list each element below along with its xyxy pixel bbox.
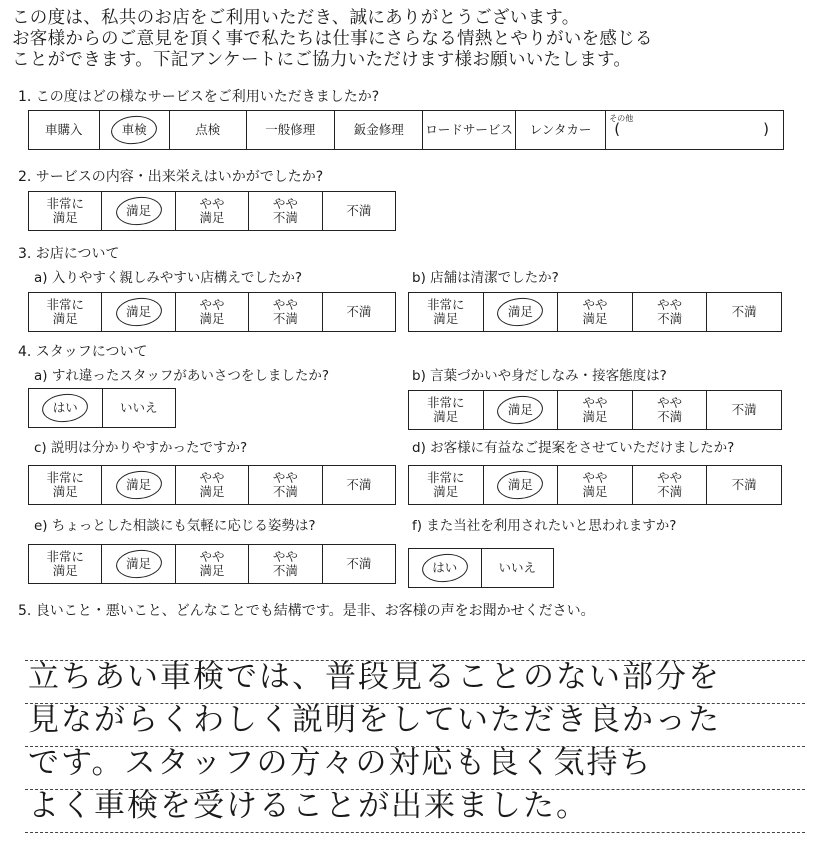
scale-option[interactable]: やや 満足 [558,391,633,429]
q1-other-field[interactable]: その他 ( ) [609,114,770,138]
intro-line: この度は、私共のお店をご利用いただき、誠にありがとうございます。 [12,8,580,28]
scale-option[interactable]: 非常に 満足 [409,293,484,331]
no-option[interactable]: いいえ [498,560,536,575]
scale-option-selected[interactable]: 満足 [102,192,175,230]
scale-option-selected[interactable]: 満足 [484,391,559,429]
q1-option[interactable]: 車購入 [29,111,100,149]
scale-option[interactable]: やや 不満 [633,391,708,429]
q1-option[interactable]: 一般修理 [247,111,335,149]
scale-option[interactable]: 不満 [346,304,372,319]
q2-scale [28,191,396,231]
comment-line-text: 立ちあい車検では、普段見ることのない部分を [28,659,721,695]
q4d-scale [408,465,782,505]
q4f-title: f) また当社を利用されたいと思われますか? [412,518,677,534]
scale-option[interactable]: やや 不満 [633,293,708,331]
scale-option[interactable]: 非常に 満足 [409,391,484,429]
comment-line-text: 見ながらくわしく説明をしていただき良かった [28,702,721,738]
q4d-title: d) お客様に有益なご提案をさせていただけましたか? [412,440,735,456]
scale-option[interactable]: 不満 [346,203,372,218]
intro-text [12,8,802,71]
q4-title: 4. スタッフについて [18,344,148,360]
q4f-yesno [408,548,554,588]
customer-comment [28,656,808,828]
scale-option[interactable]: やや 満足 [176,466,249,504]
q1-option-selected[interactable]: 車検 [100,111,171,149]
scale-option[interactable]: やや 満足 [176,192,249,230]
scale-option[interactable]: 非常に 満足 [29,545,102,583]
q3a-title: a) 入りやすく親しみやすい店構えでしたか? [34,270,302,286]
comment-line-text: よく車検を受けることが出来ました。 [28,788,589,824]
q1-option[interactable]: 点検 [170,111,247,149]
scale-option[interactable]: 非常に 満足 [29,466,102,504]
q4c-title: c) 説明は分かりやすかったですか? [34,440,248,456]
comment-line-text: です。スタッフの方々の対応も良く気持ち [28,745,653,781]
q4b-title: b) 言葉づかいや身だしなみ・接客態度は? [412,368,667,384]
scale-option[interactable]: 不満 [731,477,757,492]
q5-title: 5. 良いこと・悪いこと、どんなことでも結構です。是非、お客様の声をお聞かせください。 [18,603,595,619]
q4b-scale [408,390,782,430]
scale-option-selected[interactable]: 満足 [484,293,559,331]
q1-title: 1. この度はどの様なサービスをご利用いただきましたか? [18,89,380,105]
scale-option[interactable]: 非常に 満足 [409,466,484,504]
scale-option-selected[interactable]: 満足 [102,293,175,331]
scale-option[interactable]: 不満 [731,402,757,417]
scale-option[interactable]: やや 満足 [176,545,249,583]
q2-title: 2. サービスの内容・出来栄えはいかがでしたか? [18,169,324,185]
scale-option[interactable]: やや 満足 [176,293,249,331]
scale-option[interactable]: やや 不満 [249,192,322,230]
scale-option[interactable]: やや 満足 [558,293,633,331]
q4a-yesno [28,388,176,428]
q4e-scale [28,544,396,584]
q1-options [28,110,784,150]
scale-option-selected[interactable]: 満足 [484,466,559,504]
scale-option[interactable]: やや 不満 [249,545,322,583]
intro-line: お客様からのご意見を頂く事で私たちは仕事にさらなる情熱とやりがいを感じる [12,29,653,49]
scale-option[interactable]: 不満 [346,556,372,571]
scale-option[interactable]: やや 満足 [558,466,633,504]
scale-option[interactable]: やや 不満 [633,466,708,504]
scale-option[interactable]: 不満 [731,304,757,319]
scale-option-selected[interactable]: 満足 [102,545,175,583]
comment-rule [25,832,805,833]
intro-line: ことができます。下記アンケートにご協力いただけます様お願いいたします。 [12,50,632,70]
q1-option[interactable]: ロードサービス [423,111,515,149]
scale-option[interactable]: やや 不満 [249,466,322,504]
q1-option[interactable]: 鈑金修理 [335,111,423,149]
scale-option[interactable]: 非常に 満足 [29,293,102,331]
scale-option[interactable]: 不満 [346,477,372,492]
q3b-title: b) 店舗は清潔でしたか? [412,270,559,286]
q3b-scale [408,292,782,332]
yes-option-selected[interactable]: はい [29,389,103,427]
scale-option[interactable]: 非常に 満足 [29,192,102,230]
yes-option-selected[interactable]: はい [409,549,482,587]
q3a-scale [28,292,396,332]
q1-option[interactable]: レンタカー [516,111,606,149]
q3-title: 3. お店について [18,246,120,262]
q4e-title: e) ちょっとした相談にも気軽に応じる姿勢は? [34,518,316,534]
scale-option[interactable]: やや 不満 [249,293,322,331]
q4c-scale [28,465,396,505]
no-option[interactable]: いいえ [119,400,158,415]
q4a-title: a) すれ違ったスタッフがあいさつをしましたか? [34,368,329,384]
scale-option-selected[interactable]: 満足 [102,466,175,504]
